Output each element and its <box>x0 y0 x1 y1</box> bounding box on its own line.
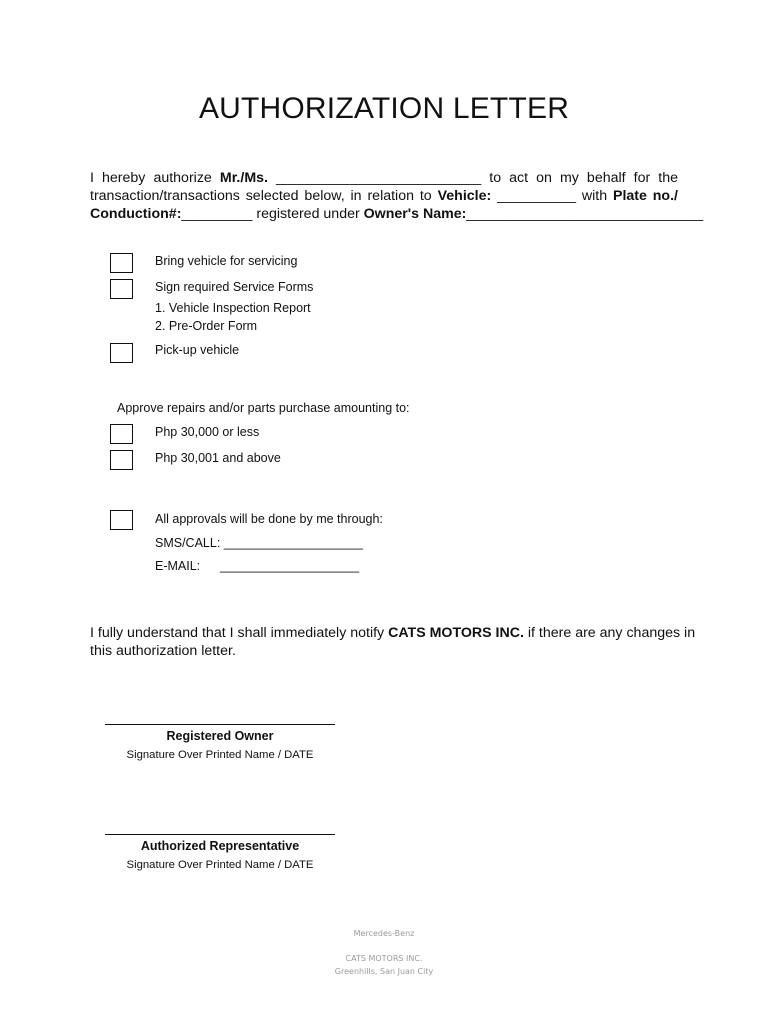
notify-text: I fully understand that I shall immediately notify <box>90 625 389 641</box>
representative-signature-line <box>105 834 335 835</box>
checkbox-php-30001-and-above[interactable] <box>110 450 133 470</box>
vehicle-label: Vehicle: <box>437 188 492 204</box>
owner-name-blank: ______________________________ <box>466 206 704 222</box>
option-bring-vehicle: Bring vehicle for servicing <box>155 254 298 268</box>
intro-paragraph-last-line <box>90 205 704 223</box>
sms-call-field: SMS/CALL: ____________________ <box>155 536 363 550</box>
checkbox-pick-up[interactable] <box>110 343 133 363</box>
owner-name-label: Owner's Name: <box>363 206 467 222</box>
footer-address: Greenhills, San Juan City <box>334 967 434 976</box>
notify-paragraph <box>90 624 696 642</box>
approval-heading: Approve repairs and/or parts purchase amounting to: <box>117 401 410 415</box>
sub-item-pre-order: 2. Pre-Order Form <box>155 319 258 333</box>
intro-paragraph <box>90 169 678 205</box>
owner-signature-line <box>105 724 335 725</box>
footer-company: CATS MOTORS INC. <box>345 954 423 963</box>
representative-signature-note: Signature Over Printed Name / DATE <box>126 859 314 871</box>
authorized-representative-label: Authorized Representative <box>140 839 300 853</box>
sub-item-vehicle-inspection: 1. Vehicle Inspection Report <box>155 301 311 315</box>
company-name: CATS MOTORS INC. <box>388 625 524 641</box>
plate-no-label: Plate no./ <box>612 188 678 204</box>
email-label: E-MAIL: <box>155 559 201 573</box>
notify-paragraph-last-line: this authorization letter. <box>90 643 236 659</box>
intro-text: to act on my behalf for the <box>481 170 678 186</box>
notify-text: if there are any changes in <box>523 625 696 641</box>
checkbox-bring-vehicle[interactable] <box>110 253 133 273</box>
option-pick-up: Pick-up vehicle <box>155 343 240 357</box>
footer-brand: Mercedes-Benz <box>353 929 415 938</box>
option-php-30001-and-above: Php 30,001 and above <box>155 451 281 465</box>
intro-text: transaction/transactions selected below, in relation to <box>90 188 438 204</box>
conduction-blank: _________ registered under <box>181 206 364 222</box>
conduction-label: Conduction#: <box>90 206 182 222</box>
checkbox-sign-forms[interactable] <box>110 279 133 299</box>
intro-mr-ms: Mr./Ms. <box>219 170 268 186</box>
contact-heading: All approvals will be done by me through: <box>155 512 383 526</box>
authorized-person-blank: __________________________ <box>276 170 482 186</box>
checkbox-approvals-by-me[interactable] <box>110 510 133 530</box>
vehicle-blank: __________ with <box>491 188 613 204</box>
email-field: ____________________ <box>220 559 360 573</box>
registered-owner-label: Registered Owner <box>166 729 274 743</box>
intro-text: I hereby authorize <box>90 170 220 186</box>
option-php-30000-or-less: Php 30,000 or less <box>155 425 260 439</box>
owner-signature-note: Signature Over Printed Name / DATE <box>126 749 314 761</box>
page-title: AUTHORIZATION LETTER <box>198 92 570 125</box>
option-sign-forms: Sign required Service Forms <box>155 280 314 294</box>
checkbox-php-30000-or-less[interactable] <box>110 424 133 444</box>
